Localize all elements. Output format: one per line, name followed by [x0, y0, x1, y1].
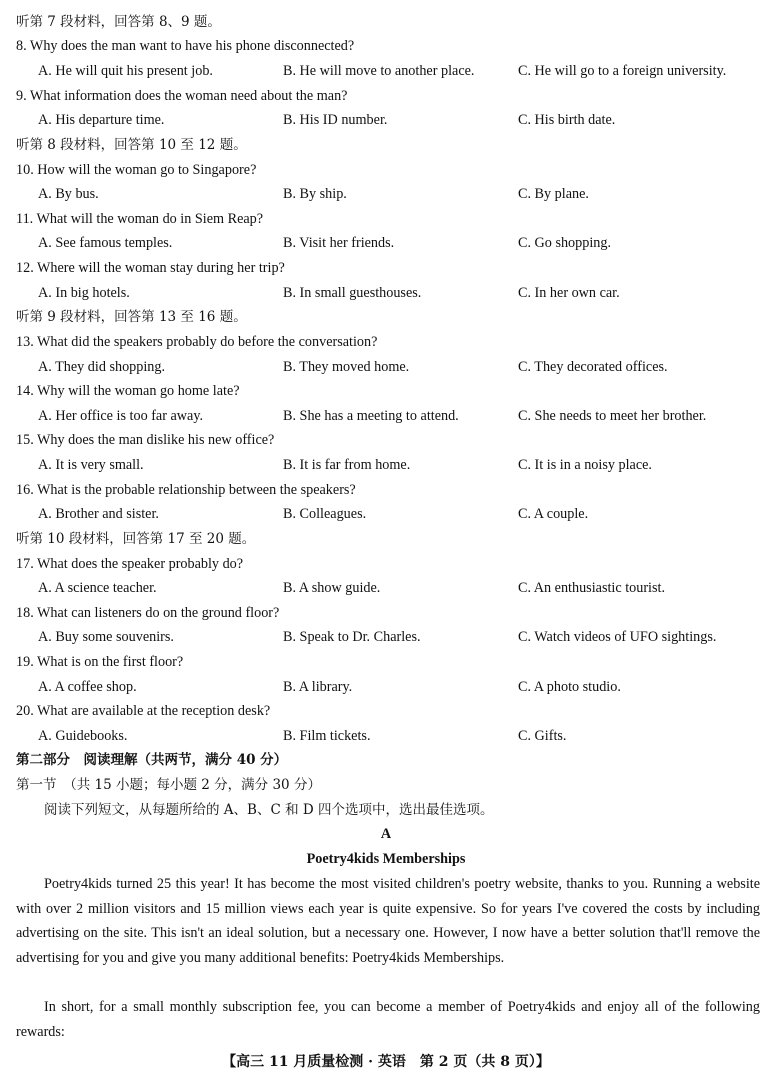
option-a: A. A coffee shop.	[38, 679, 137, 695]
question-10: 10. How will the woman go to Singapore?	[16, 162, 257, 178]
option-a: A. It is very small.	[38, 457, 144, 473]
option-c: C. A couple.	[518, 506, 589, 522]
option-b: B. Film tickets.	[283, 728, 371, 744]
option-b: B. He will move to another place.	[283, 63, 475, 79]
option-c: C. In her own car.	[518, 285, 620, 301]
instruction-text: 阅读下列短文，从每题所给的 A、B、C 和 D 四个选项中，选出最佳选项。	[44, 802, 494, 818]
options-10	[38, 182, 760, 206]
option-a: A. A science teacher.	[38, 580, 157, 596]
section-7-intro: 听第 7 段材料，回答第 8、9 题。	[16, 14, 221, 30]
option-c: C. A photo studio.	[518, 679, 621, 695]
question-18: 18. What can listeners do on the ground floor?	[16, 605, 280, 621]
passage-paragraph-1: Poetry4kids turned 25 this year! It has become the most visited children's poetry website, thanks to you. Running a website with over 2 million visitors and 15 million views each year is quite expensive. So for years I've covered the costs by including advertising on the site. This isn't an ideal solution, but a necessary one. However, I now have a better solution that'll remove the advertising for you and give you many additional benefits: Poetry4kids Memberships.	[16, 876, 760, 966]
option-b: B. In small guesthouses.	[283, 285, 422, 301]
question-11: 11. What will the woman do in Siem Reap?	[16, 211, 264, 227]
section-10-intro: 听第 10 段材料，回答第 17 至 20 题。	[16, 531, 256, 547]
question-12: 12. Where will the woman stay during her trip?	[16, 260, 285, 276]
option-c: C. By plane.	[518, 186, 589, 202]
question-19: 19. What is on the first floor?	[16, 654, 184, 670]
option-c: C. Gifts.	[518, 728, 567, 744]
options-8	[38, 59, 760, 83]
options-14	[38, 404, 760, 428]
page-footer: 【高三 11 月质量检测 · 英语 第 2 页（共 8 页）】	[222, 1054, 550, 1070]
option-b: B. Visit her friends.	[283, 235, 395, 251]
section-1-heading: 第一节 （共 15 小题；每小题 2 分，满分 30 分）	[16, 777, 321, 793]
option-a: A. See famous temples.	[38, 235, 173, 251]
option-a: A. Brother and sister.	[38, 506, 159, 522]
section-9-intro: 听第 9 段材料，回答第 13 至 16 题。	[16, 309, 247, 325]
option-b: B. They moved home.	[283, 359, 410, 375]
option-c: C. Go shopping.	[518, 235, 612, 251]
options-13	[38, 355, 760, 379]
passage-title: Poetry4kids Memberships	[306, 851, 466, 867]
options-11	[38, 231, 760, 255]
question-8: 8. Why does the man want to have his phone disconnected?	[16, 38, 355, 54]
option-a: A. In big hotels.	[38, 285, 130, 301]
option-a: A. Buy some souvenirs.	[38, 629, 174, 645]
passage-letter: A	[380, 826, 392, 842]
option-c: C. She needs to meet her brother.	[518, 408, 707, 424]
option-c: C. Watch videos of UFO sightings.	[518, 629, 717, 645]
options-16	[38, 502, 760, 526]
option-a: A. Her office is too far away.	[38, 408, 204, 424]
question-14: 14. Why will the woman go home late?	[16, 383, 240, 399]
options-19	[38, 675, 760, 699]
options-15	[38, 453, 760, 477]
option-b: B. She has a meeting to attend.	[283, 408, 459, 424]
option-b: B. By ship.	[283, 186, 347, 202]
question-16: 16. What is the probable relationship between the speakers?	[16, 482, 356, 498]
option-a: A. His departure time.	[38, 112, 165, 128]
option-b: B. A library.	[283, 679, 353, 695]
option-c: C. They decorated offices.	[518, 359, 668, 375]
part-2-heading: 第二部分 阅读理解（共两节，满分 40 分）	[16, 752, 288, 768]
options-12	[38, 281, 760, 305]
options-18	[38, 625, 760, 649]
option-a: A. They did shopping.	[38, 359, 166, 375]
options-20	[38, 724, 760, 748]
option-a: A. By bus.	[38, 186, 99, 202]
options-9	[38, 108, 760, 132]
question-20: 20. What are available at the reception desk?	[16, 703, 271, 719]
passage-paragraph-2: In short, for a small monthly subscription fee, you can become a member of Poetry4kids and enjoy all of the following rewards:	[16, 999, 760, 1040]
option-b: B. Speak to Dr. Charles.	[283, 629, 421, 645]
section-8-intro: 听第 8 段材料，回答第 10 至 12 题。	[16, 137, 247, 153]
option-a: A. Guidebooks.	[38, 728, 128, 744]
options-17	[38, 576, 760, 600]
option-c: C. He will go to a foreign university.	[518, 63, 727, 79]
question-15: 15. Why does the man dislike his new office?	[16, 432, 275, 448]
option-b: B. A show guide.	[283, 580, 381, 596]
option-b: B. It is far from home.	[283, 457, 411, 473]
option-c: C. His birth date.	[518, 112, 616, 128]
question-17: 17. What does the speaker probably do?	[16, 556, 244, 572]
option-b: B. Colleagues.	[283, 506, 367, 522]
option-c: C. It is in a noisy place.	[518, 457, 652, 473]
option-c: C. An enthusiastic tourist.	[518, 580, 665, 596]
question-9: 9. What information does the woman need about the man?	[16, 88, 348, 104]
option-a: A. He will quit his present job.	[38, 63, 213, 79]
option-b: B. His ID number.	[283, 112, 388, 128]
question-13: 13. What did the speakers probably do before the conversation?	[16, 334, 378, 350]
